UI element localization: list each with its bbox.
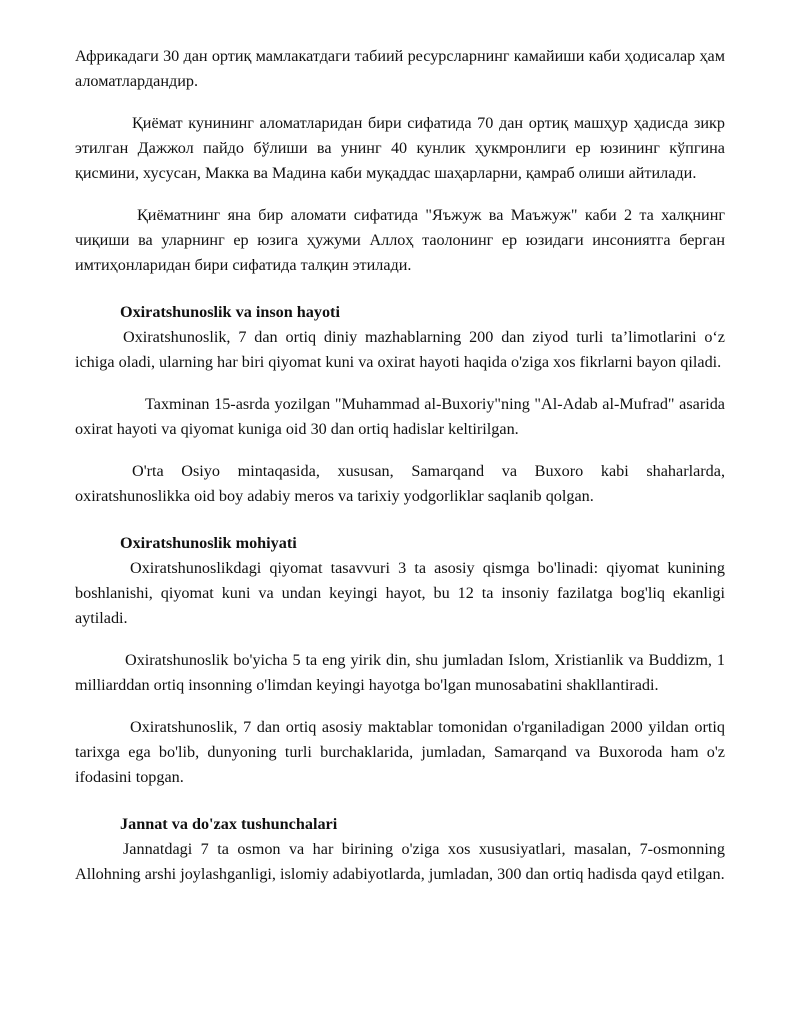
paragraph: Oxiratshunoslik, 7 dan ortiq asosiy maktablar tomonidan o'rganiladigan 2000 yildan ortiq tarixga ega bo'lib, dunyoning turli burchaklarida, jumladan, Samarqand va Buxoroda ham o'z ifodasini topgan. (75, 718, 725, 786)
paragraph: Oxiratshunoslik bo'yicha 5 ta eng yirik din, shu jumladan Islom, Xristianlik va Buddizm, 1 milliarddan ortiq insonning o'limdan keyingi hayotga bo'lgan munosabatini shakllantiradi. (75, 651, 725, 694)
paragraph: Қиёматнинг яна бир аломати сифатида "Яъжуж ва Маъжуж" каби 2 та халқнинг чиқиши ва уларнинг ер юзига ҳужуми Аллоҳ таолонинг ер юзидаги инсониятга берган имтиҳонларидан бири сифатида талқин этилади. (75, 206, 725, 274)
document-body (75, 44, 725, 887)
paragraph: Oxiratshunoslikdagi qiyomat tasavvuri 3 ta asosiy qismga bo'linadi: qiyomat kunining boshlanishi, qiyomat kuni va undan keyingi hayot, bu 12 ta insoniy fazilatga bog'liq ekanligi aytiladi. (75, 559, 725, 627)
paragraph: Oxiratshunoslik, 7 dan ortiq diniy mazhablarning 200 dan ziyod turli ta’limotlarini o‘z ichiga oladi, ularning har biri qiyomat kuni va oxirat hayoti haqida o'ziga xos fikrlarni bayon qiladi. (75, 328, 725, 371)
section-heading: Jannat va do'zax tushunchalari (120, 815, 338, 833)
section-heading: Oxiratshunoslik mohiyati (120, 534, 297, 552)
section-heading: Oxiratshunoslik va inson hayoti (120, 303, 340, 321)
paragraph: Африкадаги 30 дан ортиқ мамлакатдаги табиий ресурсларнинг камайиши каби ҳодисалар ҳам аломатлардандир. (75, 47, 725, 90)
paragraph: Қиёмат кунининг аломатларидан бири сифатида 70 дан ортиқ машҳур ҳадисда зикр этилган Дажжол пайдо бўлиши ва унинг 40 кунлик ҳукмронлиги ер юзининг кўпгина қисмини, хусусан, Макка ва Мадина каби муқаддас шаҳарларни, қамраб олиши айтилади. (75, 114, 725, 182)
paragraph: Taxminan 15-asrda yozilgan "Muhammad al-Buxoriy"ning "Al-Adab al-Mufrad" asarida oxirat hayoti va qiyomat kuniga oid 30 dan ortiq hadislar keltirilgan. (75, 395, 725, 438)
paragraph: Jannatdagi 7 ta osmon va har birining o'ziga xos xususiyatlari, masalan, 7-osmonning Allohning arshi joylashganligi, islomiy adabiyotlarda, jumladan, 300 dan ortiq hadisda qayd etilgan. (75, 840, 725, 883)
paragraph: O'rta Osiyo mintaqasida, xususan, Samarqand va Buxoro kabi shaharlarda, oxiratshunoslikka oid boy adabiy meros va tarixiy yodgorliklar saqlanib qolgan. (75, 462, 725, 505)
